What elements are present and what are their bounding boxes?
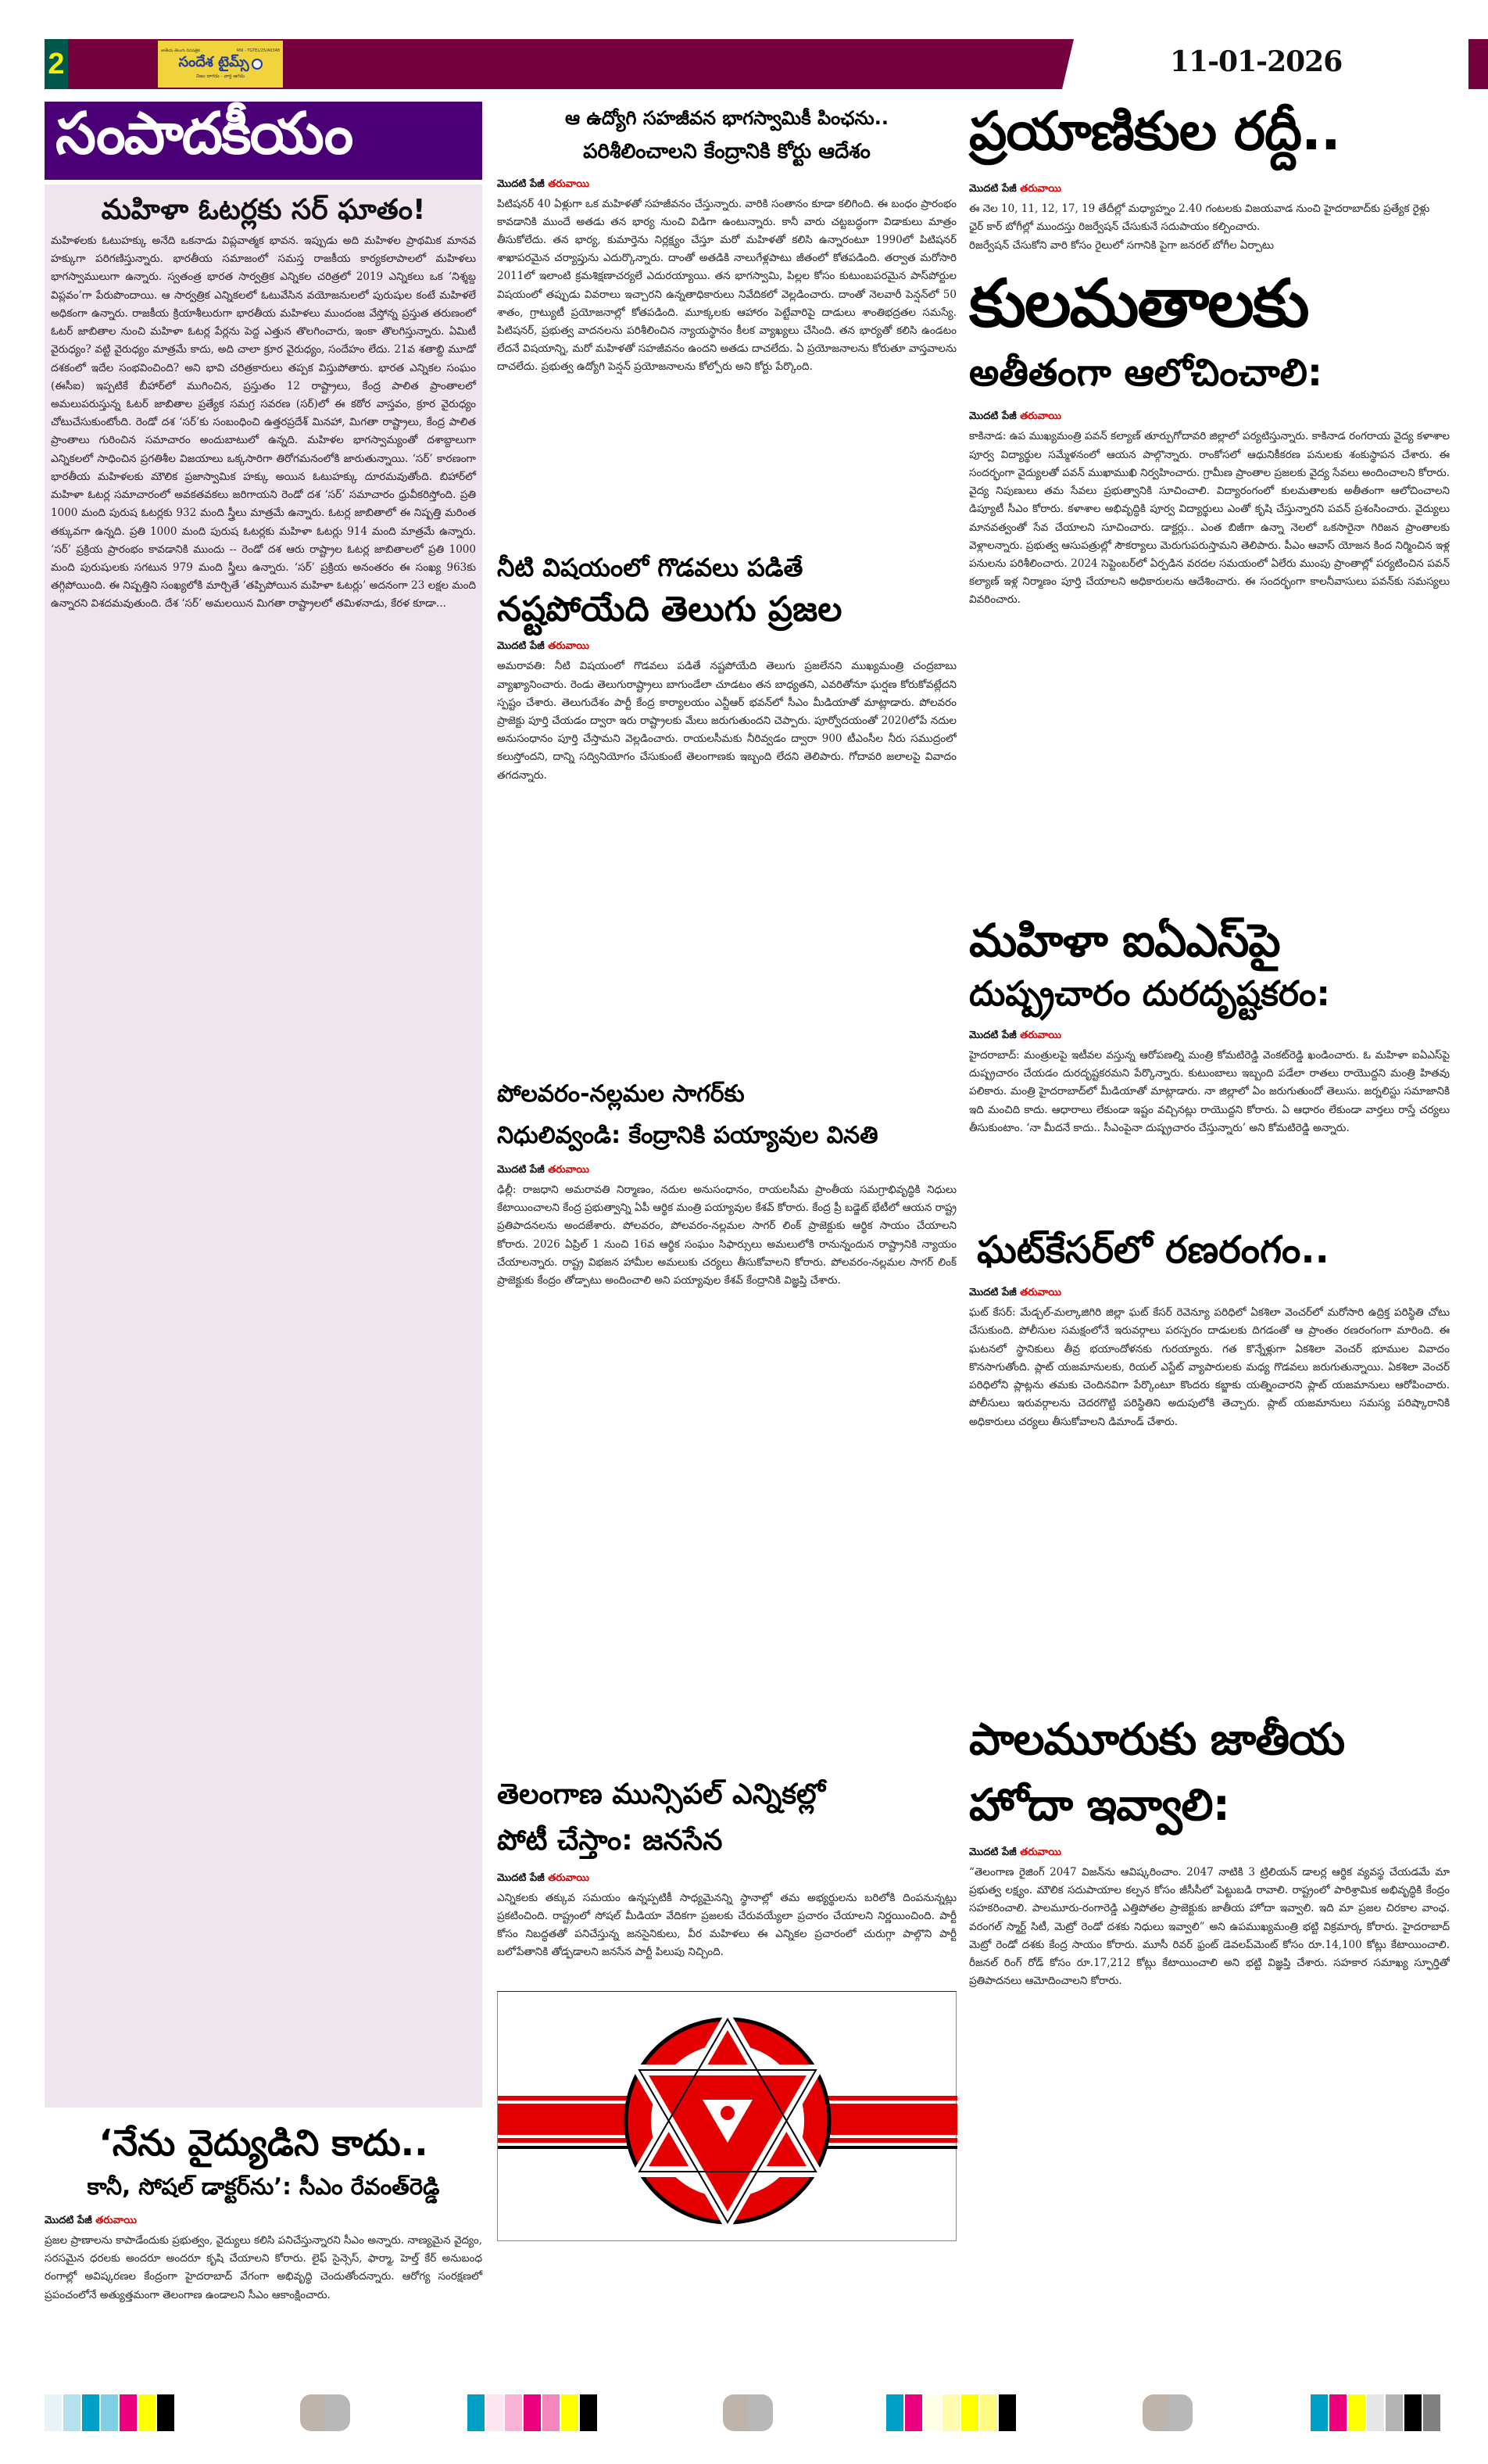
continued-kicker	[497, 640, 957, 654]
print-registration-pill-3	[1143, 2394, 1193, 2431]
kicker-prefix: మొదటి పేజీ	[969, 183, 1017, 195]
article-body: కాకినాడ: ఉప ముఖ్యమంత్రి పవన్ కల్యాణ్ తూర్పుగోదావరి జిల్లాలో పర్యటిస్తున్నారు. కాకినాడ రంగరాయ వైద్య కళాశాల పూర్వ విద్యార్థుల సమ్మేళనంలో ఆయన పాల్గొన్నారు. రాంకోసలో ఆధునికీకరణ పనులకు శంకుస్థాపన చేశారు. ఈ సందర్భంగా వైద్యులతో పవన్ ముఖాముఖి నిర్వహించారు. గ్రామీణ ప్రాంతాల ప్రజలకు వైద్య సేవలు అందించాలని కోరారు. వైద్య నిపుణులు తమ సేవలు ప్రభుత్వానికి సూచించాలి. విద్యారంగంలో కులమతాలకు అతీతంగా ఆలోచించాలని డిప్యూటీ సీఎం కోరారు. కళాశాల అభివృద్ధికి పూర్వ విద్యార్థులు ఎంతో కృషి చేస్తున్నారని పవన్ ప్రశంసించారు. వైద్యులు మానవత్వంతో సేవ చేయాలని సూచించారు. డాక్టర్లు.. ఎంత బిజీగా ఉన్నా నెలలో ఒకసారైనా గిరిజన ప్రాంతాలకు వెళ్లాలన్నారు. ప్రభుత్వ ఆసుపత్రుల్లో సౌకర్యాలు మెరుగుపరుస్తామని తెలిపారు. పీఎం ఆవాస్ యోజన కింద నిర్మించిన ఇళ్ల పనులను పరిశీలించారు. 2024 సెప్టెంబర్‌లో ఏర్పడిన వరదల సమయంలో ఏలేరు ముంపు ప్రాంతాల్లో పర్యటించిన పవన్ కల్యాణ్ ఇళ్ల నిర్మాణం పూర్తి చేయాలని అధికారులను ఆదేశించారు. ఈ సందర్భంగా కాలనీవాసులు పవన్‌కు సమస్యలు వివరించారు.	[969, 430, 1450, 607]
color-swatch	[138, 2394, 156, 2431]
newspaper-logo[interactable]	[158, 41, 283, 88]
article-body: పిటిషనర్ 40 ఏళ్లుగా ఒక మహిళతో సహజీవనం చేస్తున్నారు. వారికి సంతానం కూడా కలిగింది. ఈ బంధం ప్రారంభం కావడానికి ముందే అతడు తన భార్య నుంచి విడిగా ఉంటున్నారు. కానీ వారు చట్టబద్ధంగా విడాకులు మాత్రం తీసుకోలేదు. తన భార్య, కుమార్తెను నిర్లక్ష్యం చేస్తూ మరో మహిళతో కలిసి ఉన్నారంటూ 1990లో పిటిషనర్ శాఖాపరమైన చర్యాప్తును ఎదుర్కొన్నారు. దాంతో అతడికి నాలుగేళ్లపాటు జీతంలో కోతపడింది. తర్వాత మరోసారి 2011లో ఇలాంటి క్రమశిక్షణాచర్యలే ఎదురయ్యాయి. తన భాగస్వామి, పిల్లల కోసం కుటుంబపరమైన పాస్‌పోర్టుల విషయంలో తప్పుడు వివరాలు ఇచ్చారని ఉన్నతాధికారులు నివేదికలో వెల్లడించారు. దాంతో నెలవారీ పెన్షన్‌లో 50 శాతం, గ్రాట్యుటీ ప్రయోజనాల్లో కోతపడింది. మూక్కలకు ఆహారం పెట్టేవారిపై దాడులు శాంతిభద్రతల సమస్యే. పిటిషనర్, ప్రభుత్వ వాదనలను పరిశీలించిన న్యాయస్థానం కీలక వ్యాఖ్యలు చేసింది. తన భార్యతో కలిసి ఉండటం లేదనే విషయాన్ని, మరో మహిళతో సహజీవనం ఉందని అతడు దాచలేదు. ఏ ప్రయోజనాలను కోరుతూ వాస్తవాలను దాచలేదు. ప్రభుత్వ ఉద్యోగి పెన్షన్ ప్రయోజనాలను కోల్పోరు అని కోర్టు పేర్కొంది.	[497, 197, 957, 374]
kicker-suffix: తరువాయి	[95, 2214, 137, 2226]
logo-tagline: జాతీయ తెలుగు దినపత్రిక	[161, 48, 200, 53]
body-line: రిజర్వేషన్ చేసుకోని వారి కోసం రైలులో సగానికి పైగా జనరల్ బోగీల ఏర్పాటు	[969, 238, 1275, 252]
body-line: ఛైర్ కార్ బోగీల్లో ముందస్తు రిజర్వేషన్ చేసుకునే సదుపాయం కల్పించారు.	[969, 220, 1261, 234]
kicker-prefix: మొదటి పేజీ	[45, 2214, 92, 2226]
color-swatch	[45, 2394, 62, 2431]
pill-half	[723, 2394, 748, 2431]
color-swatch	[961, 2394, 978, 2431]
article-headline: దుష్ప్రచారం దురదృష్టకరం:	[969, 973, 1330, 1014]
registration-number: RNI - TGTEL/25/A0348	[236, 48, 280, 53]
article-headline: ప్రయాణికుల రద్దీ..	[969, 101, 1340, 163]
article-headline: మహిళా ఐఏఎస్‌పై	[969, 914, 1280, 967]
kicker-suffix: తరువాయి	[1020, 183, 1061, 195]
article-headline: అతీతంగా ఆలోచించాలి:	[969, 350, 1323, 395]
color-swatch	[1367, 2394, 1384, 2431]
kicker-suffix: తరువాయి	[548, 1871, 589, 1884]
kicker-suffix: తరువాయి	[1020, 1287, 1061, 1299]
article-body: ఢిల్లీ: రాజధాని అమరావతి నిర్మాణం, నదుల అనుసంధానం, రాయలసీమ ప్రాంతీయ సమగ్రాభివృద్ధికి నిధులు కేటాయించాలని కేంద్ర ప్రభుత్వాన్ని ఏపీ ఆర్థిక మంత్రి పయ్యావుల కేశవ్ కోరారు. కేంద్ర ప్రీ బడ్జెట్ భేటీలో ఆయన రాష్ట్ర ప్రతిపాదనలను అందజేశారు. పోలవరం, పోలవరం-నల్లమల సాగర్ లింక్ ప్రాజెక్టుకు ఆర్థిక సాయం చేయాలని కోరారు. 2026 ఏప్రిల్ 1 నుంచి 16వ ఆర్థిక సంఘం సిఫార్సులు అమలులోకి రానున్నందున రాష్ట్రానికి న్యాయం చేయాలన్నారు. రాష్ట్ర విభజన హామీల అమలుకు చర్యలు తీసుకోవాలని కోరారు. పోలవరం-నల్లమల సాగర్ లింక్ ప్రాజెక్టుకు కేంద్రం తోడ్పాటు అందించాలి అని పయ్యావుల కేశవ్ కేంద్రానికి విజ్ఞప్తి చేశారు.	[497, 1184, 957, 1288]
editorial-article[interactable]	[45, 184, 482, 2108]
color-swatch	[505, 2394, 522, 2431]
continued-kicker	[45, 2215, 482, 2229]
continued-kicker	[969, 410, 1450, 424]
color-swatch	[542, 2394, 560, 2431]
continued-kicker	[497, 1872, 957, 1886]
continued-kicker	[969, 1030, 1450, 1044]
pill-half	[300, 2394, 325, 2431]
issue-date: 11-01-2026	[1170, 45, 1343, 78]
continued-kicker	[497, 178, 957, 192]
article-subheadline: కానీ, సోషల్ డాక్టర్‌ను’: సీఎం రేవంత్‌రెడ్డి	[87, 2173, 440, 2201]
kicker-prefix: మొదటి పేజీ	[497, 640, 545, 653]
kicker-prefix: మొదటి పేజీ	[969, 1846, 1017, 1858]
continued-kicker	[497, 1164, 957, 1178]
right-column	[969, 102, 1450, 2326]
article-body: ఎన్నికలకు తక్కువ సమయం ఉన్నప్పటికీ సాధ్యమైనన్ని స్థానాల్లో తమ అభ్యర్థులను బరిలోకి దింపనున్నట్లు ప్రకటించింది. రాష్ట్రంలో సోషల్ మీడియా వేదికగా ప్రజలకు చేరువయ్యేలా ప్రచారం చేయాలని నిర్ణయించింది. పార్టీ కోసం నిబద్ధతతో పనిచేస్తున్న జనసైనికులు, వీర మహిళలు ఈ ఎన్నికల ప్రచారంలో చురుగ్గా పాల్గొని పార్టీ బలోపేతానికి తోడ్పడాలని జనసేన పార్టీ పిలుపు నిచ్చింది.	[497, 1891, 957, 1959]
article-ias-officer[interactable]	[969, 915, 1450, 1212]
color-swatch	[524, 2394, 541, 2431]
color-swatch	[924, 2394, 941, 2431]
color-swatch	[943, 2394, 960, 2431]
article-passenger-rush[interactable]	[969, 102, 1450, 255]
logo-title: సందేశ టైమ్స్	[178, 54, 249, 70]
editorial-body: మహిళలకు ఓటుహక్కు అనేది ఒకనాడు విప్లవాత్మక భావన. ఇప్పుడు అది మహిళల ప్రాథమిక మానవ హక్కుగా పరిగణిస్తున్నారు. భారతీయ సమాజంలో సమస్త రాజకీయ కార్యకలాపాలలో మహిళలు భాగస్వాములుగా ఉన్నారు. స్వతంత్ర భారత సార్వత్రిక ఎన్నికల చరిత్రలో 2019 ఎన్నికలు ఒక ‘నిశ్శబ్ద విప్లవం’గా పేరుపొందాయి. ఆ సార్వత్రిక ఎన్నికలలో ఓటువేసిన వయోజనులలో పురుషుల కంటే మహిళలే అధికంగా ఉన్నారు. రాజకీయ క్రియాశీలురుగా భారతీయ మహిళలు ముందంజ వేస్తోన్న ప్రస్తుత తరుణంలో ఓటర్ జాబితాల నుంచి మహిళా ఓటర్ల పేర్లను పెద్ద ఎత్తున తొలగించారు, ఇంకా తొలగిస్తున్నారు. ఏమిటీ వైరుధ్యం? వట్టి వైరుధ్యం మాత్రమే కాదు, అది చాలా క్రూర వైరుధ్యం, సందేహం లేదు. 21వ శతాబ్ది మూడో దశకంలో ఇదేల సంభవించింది? అని భావి చరిత్రకారులు తప్పక విస్తుపోతారు. భారత ఎన్నికల సంఘం (ఈసీఐ) ఇప్పటికే బీహార్‌లో ముగించిన, ప్రస్తుతం 12 రాష్ట్రాలు, కేంద్ర పాలిత ప్రాంతాలలో అమలుపరుస్తున్న ఓటర్ జాబితాల ప్రత్యేక సమగ్ర సవరణ (సర్)లో ఈ కఠోర వాస్తవం, క్రూర వైరుధ్యం చోటుచేసుకుంటోంది. రెండో దశ ‘సర్’కు సంబంధించి ఉత్తరప్రదేశ్ మినహా, మిగతా రాష్ట్రాలు, కేంద్ర పాలిత ప్రాంతాలు గురించిన సమాచారం అందుబాటులో ఉన్నది. మహిళల భాగస్వామ్యంతో దశాబ్దాలుగా ఎన్నికలలో సాధించిన ప్రగతిశీల విజయాలు ఒక్కసారిగా తిరోగమనంలోకి జారుతున్నాయి. ‘సర్’ కారణంగా భారతీయ మహిళలకు మౌలిక ప్రజాస్వామిక హక్కు అయిన ఓటుహక్కు దూరమవుతోంది. బిహార్‌లో మహిళా ఓటర్ల సమాచారంలో అవకతవకలు జరిగాయని రెండో దశ ‘సర్’ సమాచారం ధ్రువీకరిస్తోంది. ప్రతి 1000 మంది పురుష ఓటర్లకు 932 మంది స్త్రీలు మాత్రమే ఉన్నారు. ఓటర్ల జాబితాలో ఈ నిష్పత్తి మరింత తక్కువగా ఉన్నది. ప్రతి 1000 మంది పురుష ఓటర్లకు మహిళా ఓటర్లు 914 మంది మాత్రమే ఉన్నారు. ‘సర్’ ప్రక్రియ ప్రారంభం కావడానికి ముందు -- రెండో దశ ఆరు రాష్ట్రాల ఓటర్ల జాబితాలలో ప్రతి 1000 మంది పురుషులకు సగటున 979 మంది స్త్రీలు ఉన్నారు. ‘సర్’ ప్రక్రియ అనంతరం ఈ సంఖ్య 963కు తగ్గిపోయింది. ఈ నిష్పత్తిని సంఖ్యలోకి మార్చితే ‘తప్పిపోయిన మహిళా ఓటర్లు’ అదనంగా 23 లక్షల మంది ఉన్నారని విశదమవుతుంది. దేశ ‘సర్’ అమలయిన మిగతా రాష్ట్రాలలో తమిళనాడు, కేరళ కూడా...	[51, 235, 476, 611]
article-polavaram[interactable]	[497, 1074, 957, 1762]
article-headline: పోలవరం-నల్లమల సాగర్‌కు	[497, 1080, 745, 1108]
pill-half	[748, 2394, 773, 2431]
kicker-suffix: తరువాయి	[1020, 410, 1061, 423]
kicker-prefix: మొదటి పేజీ	[969, 1287, 1017, 1299]
body-line: ఈ నెల 10, 11, 12, 17, 19 తేదీల్లో మధ్యాహ్నం 2.40 గంటలకు విజయవాడ నుంచి హైదరాబాద్‌కు ప్రత్యేక రైళ్లు	[969, 202, 1430, 216]
article-caste-religion[interactable]	[969, 264, 1450, 905]
continued-kicker	[969, 183, 1450, 197]
kicker-suffix: తరువాయి	[1020, 1029, 1061, 1041]
middle-column	[497, 102, 957, 2251]
editorial-headline: మహిళా ఓటర్లకు సర్ ఘాతం!	[101, 194, 426, 226]
logo-slogan: నిజం దాగదు - వార్త ఆగదు	[196, 73, 245, 79]
pill-half	[1168, 2394, 1193, 2431]
kicker-prefix: మొదటి పేజీ	[497, 177, 545, 190]
article-headline: హోదా ఇవ్వాలి:	[969, 1779, 1229, 1831]
color-swatch	[101, 2394, 118, 2431]
masthead	[45, 39, 1443, 89]
article-headline: పాలమూరుకు జాతీయ	[969, 1714, 1345, 1765]
editorial-banner: సంపాదకీయం	[45, 102, 482, 180]
article-palamuru[interactable]	[969, 1707, 1450, 2317]
kicker-suffix: తరువాయి	[548, 177, 589, 190]
article-headline: కులమతాలకు	[969, 264, 1308, 342]
article-headline: పరిశీలించాలని కేంద్రానికి కోర్టు ఆదేశం	[583, 140, 871, 163]
article-body: ప్రజల ప్రాణాలను కాపాడేందుకు ప్రభుత్వం, వైద్యులు కలిసి పనిచేస్తున్నారని సీఎం అన్నారు. నాణ్యమైన వైద్యం, సరసమైన ధరలకు అందరూ అందరూ కృషి చేయాలని కోరారు. లైఫ్ సైన్సెస్, ఫార్మా, హెల్త్ కేర్ అనుబంధ రంగాల్లో అవిష్కరణల కేంద్రంగా హైదరాబాద్ వేగంగా అభివృద్ధి చెందుతోందన్నారు. ఆరోగ్య సంరక్షణలో ప్రపంచంలోనే అత్యుత్తమంగా తెలంగాణ ఉండాలని సీఎం ఆకాంక్షించారు.	[45, 2233, 482, 2301]
color-swatch	[886, 2394, 903, 2431]
article-body	[969, 200, 1450, 255]
pill-half	[1143, 2394, 1168, 2431]
color-swatch	[486, 2394, 503, 2431]
article-cm-revanth[interactable]	[45, 2118, 482, 2305]
color-swatch	[580, 2394, 597, 2431]
article-headline: ‘నేను వైద్యుడిని కాదు..	[98, 2122, 428, 2164]
kicker-suffix: తరువాయి	[1020, 1846, 1061, 1858]
clock-icon	[252, 59, 263, 70]
janasena-flag-image	[497, 1991, 957, 2241]
kicker-prefix: మొదటి పేజీ	[497, 1871, 545, 1884]
color-swatch	[63, 2394, 80, 2431]
article-body: “తెలంగాణ రైజింగ్ 2047 విజన్‌ను ఆవిష్కరించాం. 2047 నాటికి 3 ట్రిలియన్ డాలర్ల ఆర్థిక వ్యవస్థ చేయడమే మా ప్రభుత్వ లక్ష్యం. మౌలిక సదుపాయాల కల్పన కోసం జీసీసీలో పెట్టుబడి రావాలి. రాష్ట్రంలో పారిశ్రామిక అభివృద్ధికి కేంద్రం సహకరించాలి. పాలమూరు-రంగారెడ్డి ఎత్తిపోతల ప్రాజెక్టుకు జాతీయ హోదా ఇవ్వాలి. ఇది మా ప్రజల చిరకాల వాంఛ. వరంగల్ స్మార్ట్ సిటీ, మెట్రో రెండో దశకు నిధులు ఇవ్వాలి” అని ఉపముఖ్యమంత్రి భట్టి విక్రమార్క కోరారు. హైదరాబాద్ మెట్రో రెండో దశకు కేంద్ర సాయం కోరారు. మూసీ రివర్ ఫ్రంట్ డెవలప్‌మెంట్ కోసం రూ.14,100 కోట్లు కేటాయించాలి. రీజనల్ రింగ్ రోడ్ కోసం రూ.17,212 కోట్లు కేటాయించాలి అని భట్టి విజ్ఞప్తి చేశారు. సహకార సమాఖ్య స్ఫూర్తితో ప్రతిపాదనలు ఆమోదించాలని కోరారు.	[969, 1865, 1450, 1988]
left-column	[45, 102, 482, 2314]
print-color-strip-2	[467, 2394, 597, 2431]
article-body: హైదరాబాద్: మంత్రులపై ఇటీవల వస్తున్న ఆరోపణల్ని మంత్రి కోమటిరెడ్డి వెంకట్‌రెడ్డి ఖండించారు. ఓ మహిళా ఐఏఎస్‌పై దుష్ప్రచారం చేయడం దురదృష్టకరమని పేర్కొన్నారు. కుటుంబాలు ఇబ్బంది పడేలా రాతలు రాయొద్దని మంత్రి హితవు పలికారు. మంత్రి హైదరాబాద్‌లో మీడియాతో మాట్లాడారు. నా జిల్లాలో ఏం జరుగుతుందో తెలుసు. జర్నలిస్టు సమాజానికి ఇది మంచిది కాదు. ఆధారాలు లేకుండా ఇష్టం వచ్చినట్లు రాయొద్దని కోరారు. ఏ ఆధారం లేకుండా వార్తలు రాస్తే చర్యలు తీసుకుంటాం. ‘నా మీదనే కాదు.. సీఎంపైనా దుష్ప్రచారం చేస్తున్నారు’ అని కోమటిరెడ్డి అన్నారు.	[969, 1048, 1450, 1134]
color-swatch	[157, 2394, 174, 2431]
print-registration-pill-2	[723, 2394, 773, 2431]
color-swatch	[467, 2394, 485, 2431]
article-headline: పోటీ చేస్తాం: జనసేన	[497, 1825, 723, 1857]
article-headline: నష్టపోయేది తెలుగు ప్రజల	[497, 589, 842, 629]
pill-half	[325, 2394, 350, 2431]
print-registration-pill-1	[300, 2394, 350, 2431]
color-swatch	[561, 2394, 578, 2431]
color-swatch	[999, 2394, 1016, 2431]
article-pension-court[interactable]	[497, 102, 957, 539]
print-color-strip-1	[45, 2394, 174, 2431]
page-number: 2	[45, 39, 68, 89]
color-swatch	[82, 2394, 99, 2431]
print-color-strip-3	[886, 2394, 1016, 2431]
article-headline: తెలంగాణ మున్సిపల్ ఎన్నికల్లో	[497, 1778, 826, 1810]
color-swatch	[1423, 2394, 1440, 2431]
color-swatch	[1311, 2394, 1328, 2431]
article-headline: నీటి విషయంలో గొడవలు పడితే	[497, 553, 803, 582]
color-swatch	[905, 2394, 922, 2431]
kicker-suffix: తరువాయి	[548, 1164, 589, 1176]
kicker-prefix: మొదటి పేజీ	[969, 1029, 1017, 1041]
article-body: అమరావతి: నీటి విషయంలో గొడవలు పడితే నష్టపోయేది తెలుగు ప్రజలేనని ముఖ్యమంత్రి చంద్రబాబు వ్యాఖ్యానించారు. రెండు తెలుగురాష్ట్రాలు బాగుండేలా చూడటం తన బాధ్యతని, ఎవరితోనూ ఘర్షణ కోరుకోవట్లేదని స్పష్టం చేశారు. తెలుగుదేశం పార్టీ కేంద్ర కార్యాలయం ఎన్టీఆర్ భవన్‌లో సీఎం మీడియాతో మాట్లాడారు. పోలవరం ప్రాజెక్టు పూర్తి చేయడం ద్వారా ఇరు రాష్ట్రాలకు మేలు జరుగుతుందని చెప్పారు. పూర్వోదయంతో 2020లోపే నదుల అనుసంధానం పూర్తి చేస్తామని వెల్లడించారు. రాయలసీమకు నీరివ్వడం ద్వారా 900 టీఎంసీల నీరు సముద్రంలో కలుస్తోందని, దాన్ని సద్వినియోగం చేసుకుంటే తెలంగాణకు ఇబ్బంది లేదని తెలిపారు. గోదావరి జలాలపై వివాదం తగదన్నారు.	[497, 660, 957, 782]
color-swatch	[1329, 2394, 1347, 2431]
article-body: ఘట్ కేసర్: మేడ్చల్-మల్కాజిగిరి జిల్లా ఘట్ కేసర్ రెవెన్యూ పరిధిలో ఏకశిలా వెంచర్‌లో మరోసారి ఉద్రిక్త పరిస్థితి చోటు చేసుకుంది. పోలీసుల సమక్షంలోనే ఇరువర్గాలు పరస్పరం దాడులకు దిగడంతో ఆ ప్రాంతం రణరంగంగా మారింది. ఈ ఘటనలో స్థానికులు తీవ్ర భయాందోళనకు గురయ్యారు. గత కొన్నేళ్లుగా ఏకశిలా వెంచర్ భూముల వివాదం కొనసాగుతోంది. ప్లాట్ యజమానులకు, రియల్ ఎస్టేట్ వ్యాపారులకు మధ్య గొడవలు జరుగుతున్నాయి. ఏకశిలా వెంచర్ పరిధిలోని ప్లాట్లను తమకు చెందినవిగా పేర్కొంటూ కొందరు కబ్జాకు యత్నించారని ప్లాట్ యజమానులు ఆరోపించారు. పోలీసులు ఇరువర్గాలను చెదరగొట్టి పరిస్థితిని అదుపులోకి తెచ్చారు. ప్లాట్ యజమానులు సమస్య పరిష్కారానికి అధికారులు చర్యలు తీసుకోవాలని డిమాండ్ చేశారు.	[969, 1306, 1450, 1428]
color-swatch	[120, 2394, 137, 2431]
logo-name	[178, 54, 262, 73]
article-water-dispute[interactable]	[497, 549, 957, 1065]
continued-kicker	[969, 1287, 1450, 1301]
continued-kicker	[969, 1846, 1450, 1861]
kicker-prefix: మొదటి పేజీ	[969, 410, 1017, 423]
color-swatch	[980, 2394, 997, 2431]
color-swatch	[1404, 2394, 1422, 2431]
color-swatch	[1348, 2394, 1365, 2431]
print-color-strip-4	[1311, 2394, 1440, 2431]
article-headline: ఆ ఉద్యోగి సహజీవన భాగస్వామికీ పింఛను..	[565, 107, 889, 129]
article-janasena[interactable]	[497, 1771, 957, 2241]
article-headline: నిధులివ్వండి: కేంద్రానికి పయ్యావుల వినతి	[497, 1121, 878, 1149]
color-swatch	[1386, 2394, 1403, 2431]
article-headline: ఘట్‌కేసర్‌లో రణరంగం..	[977, 1227, 1329, 1272]
kicker-prefix: మొదటి పేజీ	[497, 1164, 545, 1176]
janasena-flag-icon	[498, 1992, 957, 2242]
article-ghatkesar[interactable]	[969, 1221, 1450, 1698]
kicker-suffix: తరువాయి	[548, 640, 589, 653]
masthead-tail	[1468, 39, 1488, 89]
